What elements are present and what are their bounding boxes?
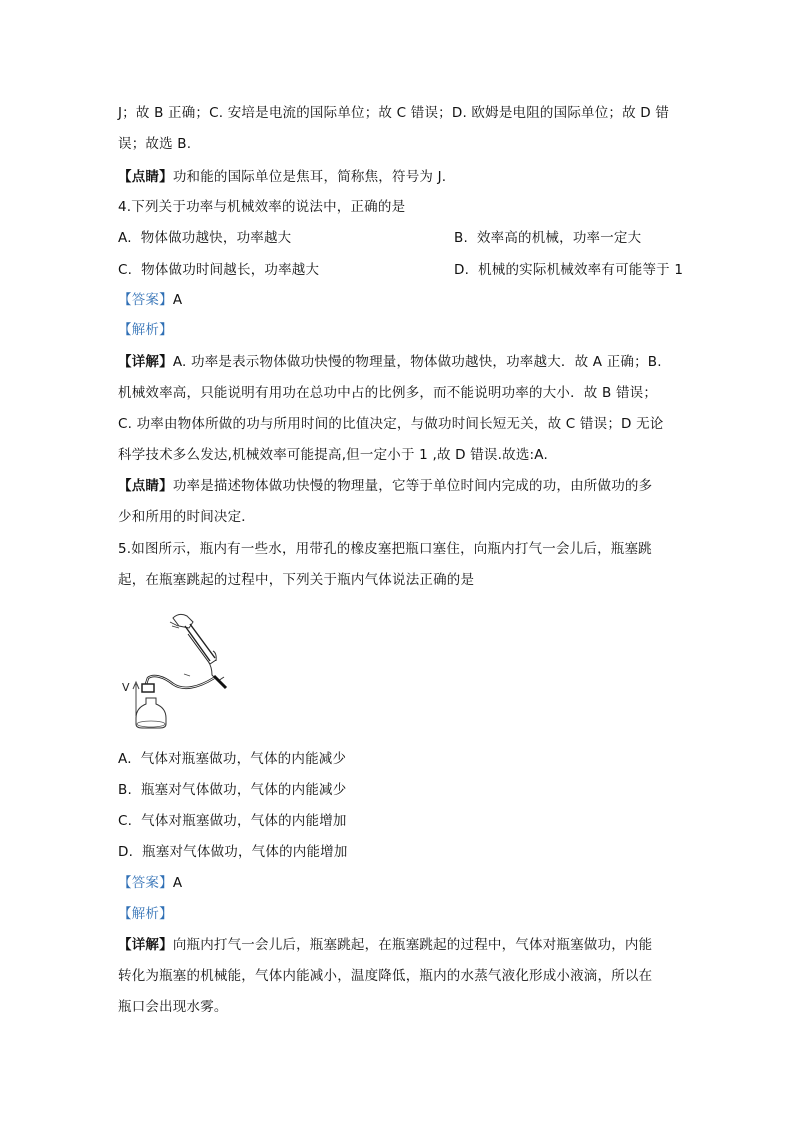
option-label: D.: [118, 844, 134, 860]
q5-answer: [118, 874, 182, 892]
option-text: 气体对瓶塞做功，气体的内能减少: [140, 751, 347, 767]
option-text: 瓶塞对气体做功，气体的内能增加: [142, 844, 348, 860]
option-label: B.: [118, 782, 132, 798]
option-text: 气体对瓶塞做功，气体的内能增加: [141, 813, 347, 829]
q4-dianjing-line-1: [118, 477, 652, 495]
option-text: 物体做功时间越长，功率越大: [141, 262, 320, 278]
dianjing-text: 功率是描述物体做功快慢的物理量，它等于单位时间内完成的功，由所做功的多: [172, 478, 653, 494]
q4-stem: 4.下列关于功率与机械效率的说法中，正确的是: [118, 199, 406, 215]
q5-option-b: [118, 781, 346, 799]
bottle-pump-figure: [118, 606, 258, 731]
q5-analysis-label: 【解析】: [118, 906, 173, 922]
q4-analysis-label: 【解析】: [118, 322, 173, 338]
answer-value: A: [172, 875, 183, 891]
option-text: 效率高的机械，功率一定大: [476, 230, 642, 246]
velocity-label: V: [122, 681, 130, 694]
q3-explanation-line-1: J；故 B 正确；C. 安培是电流的国际单位；故 C 错误；D. 欧姆是电阻的国际单位；故 D 错: [118, 105, 670, 121]
q4-detail-line-1: [118, 353, 662, 371]
q4-detail-line-4: 科学技术多么发达,机械效率可能提高,但一定小于 1 ,故 D 错误.故选:A.: [118, 447, 548, 463]
option-text: 瓶塞对气体做功，气体的内能减少: [140, 782, 347, 798]
option-text: 物体做功越快，功率越大: [140, 230, 292, 246]
q4-option-a: [118, 229, 291, 247]
option-text: 机械的实际机械效率有可能等于 1: [478, 262, 684, 278]
q4-dianjing-line-2: 少和所用的时间决定．: [118, 509, 255, 525]
option-label: A.: [118, 230, 132, 246]
q5-option-d: [118, 843, 348, 861]
option-label: A.: [118, 751, 132, 767]
detail-label: 【详解】: [118, 354, 173, 370]
detail-label: 【详解】: [118, 937, 173, 953]
q4-option-d: [454, 261, 683, 279]
q5-option-a: [118, 750, 346, 768]
option-label: B.: [454, 230, 468, 246]
answer-value: A: [172, 292, 183, 308]
detail-text: A. 功率是表示物体做功快慢的物理量，物体做功越快，功率越大．故 A 正确；B.: [172, 354, 662, 370]
q4-option-b: [454, 229, 641, 247]
q4-option-c: [118, 261, 319, 279]
option-label: C.: [118, 813, 133, 829]
q4-detail-line-2: 机械效率高，只能说明有用功在总功中占的比例多，而不能说明功率的大小．故 B 错误；: [118, 385, 658, 401]
option-label: D.: [454, 262, 470, 278]
q5-detail-line-2: 转化为瓶塞的机械能，气体内能减小，温度降低，瓶内的水蒸气液化形成小液滴，所以在: [118, 968, 653, 984]
detail-text: 向瓶内打气一会儿后，瓶塞跳起，在瓶塞跳起的过程中，气体对瓶塞做功，内能: [172, 937, 653, 953]
q5-detail-line-3: 瓶口会出现水雾。: [118, 999, 228, 1015]
q5-option-c: [118, 812, 347, 830]
q5-detail-line-1: [118, 936, 652, 954]
dianjing-label: 【点睛】: [118, 478, 173, 494]
q3-dianjing: [118, 168, 446, 186]
q5-stem-line-2: 起，在瓶塞跳起的过程中，下列关于瓶内气体说法正确的是: [118, 572, 475, 588]
q3-explanation-line-2: 误；故选 B.: [118, 136, 192, 152]
option-label: C.: [118, 262, 133, 278]
q4-detail-line-3: C. 功率由物体所做的功与所用时间的比值决定，与做功时间长短无关，故 C 错误；D 无论: [118, 416, 664, 432]
q5-stem-line-1: 5.如图所示，瓶内有一些水，用带孔的橡皮塞把瓶口塞住，向瓶内打气一会儿后，瓶塞跳: [118, 541, 652, 557]
q4-answer: [118, 291, 182, 309]
answer-label: 【答案】: [118, 292, 173, 308]
dianjing-text: 功和能的国际单位是焦耳，简称焦，符号为 J.: [172, 169, 447, 185]
dianjing-label: 【点睛】: [118, 169, 173, 185]
bottle-pump-illustration: [118, 606, 258, 731]
answer-label: 【答案】: [118, 875, 173, 891]
